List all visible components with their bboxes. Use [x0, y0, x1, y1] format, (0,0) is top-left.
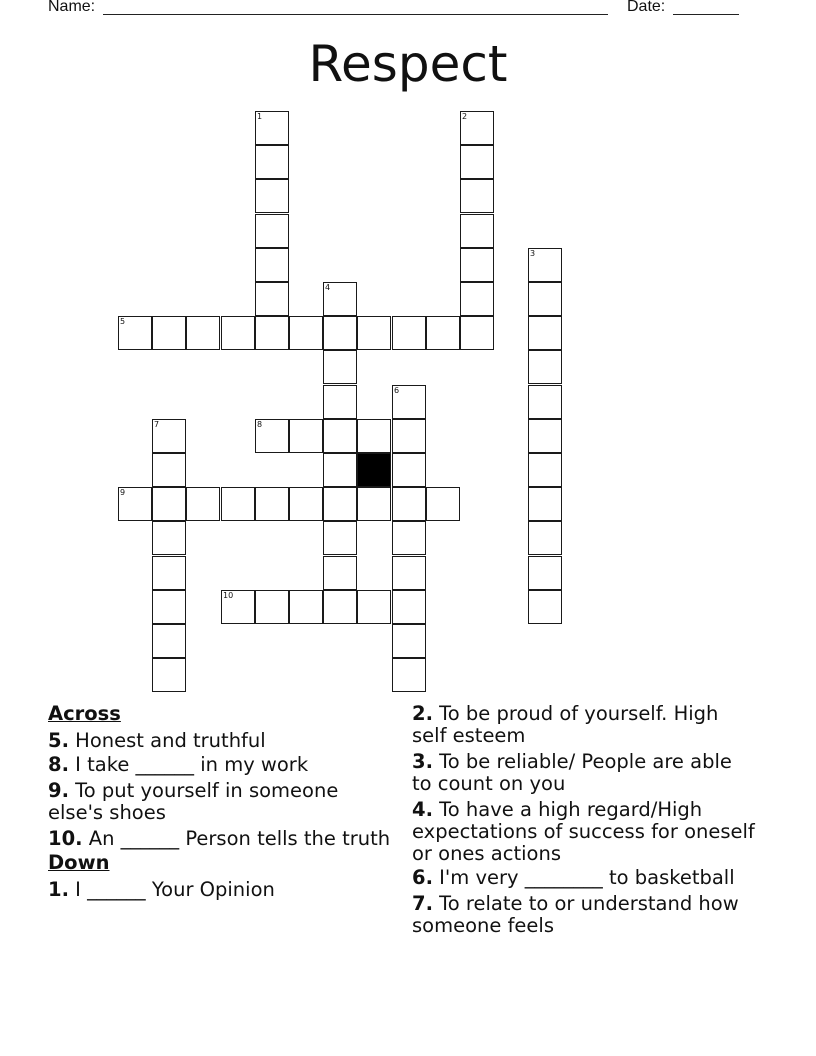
page-title: Respect [308, 35, 508, 93]
grid-cell[interactable] [357, 316, 391, 350]
clues-left-column [48, 703, 398, 903]
clue-across-9: 9. To put yourself in someone else's shoes [48, 779, 339, 824]
grid-cell[interactable] [323, 385, 357, 419]
grid-cell[interactable] [118, 487, 152, 521]
grid-cell[interactable] [255, 590, 289, 624]
grid-cell[interactable] [528, 453, 562, 487]
grid-cell[interactable] [152, 419, 186, 453]
clue-number: 7 [154, 420, 160, 429]
grid-cell[interactable] [460, 282, 494, 316]
grid-cell[interactable] [392, 385, 426, 419]
clue-number: 8 [257, 420, 263, 429]
grid-cell[interactable] [460, 111, 494, 145]
clue-number: 2 [462, 112, 468, 121]
grid-cell[interactable] [255, 282, 289, 316]
grid-cell[interactable] [323, 350, 357, 384]
grid-cell[interactable] [323, 487, 357, 521]
clue-number: 1 [257, 112, 263, 121]
clue-number: 6 [394, 386, 400, 395]
grid-cell[interactable] [323, 419, 357, 453]
grid-cell[interactable] [323, 282, 357, 316]
grid-cell[interactable] [460, 248, 494, 282]
across-heading: Across [48, 702, 121, 725]
grid-cell[interactable] [528, 385, 562, 419]
clue-across-5: 5. Honest and truthful [48, 729, 266, 752]
grid-cell[interactable] [392, 487, 426, 521]
grid-cell[interactable] [528, 419, 562, 453]
grid-cell[interactable] [289, 487, 323, 521]
grid-cell[interactable] [357, 487, 391, 521]
clue-down-3: 3. To be reliable/ People are able to count on you [412, 750, 732, 795]
grid-cell[interactable] [255, 487, 289, 521]
grid-cell[interactable] [528, 556, 562, 590]
clue-number: 10 [223, 591, 234, 600]
grid-cell[interactable] [528, 316, 562, 350]
clue-number: 5 [120, 317, 126, 326]
grid-cell[interactable] [426, 316, 460, 350]
grid-cell[interactable] [392, 624, 426, 658]
grid-cell[interactable] [392, 556, 426, 590]
grid-cell[interactable] [221, 316, 255, 350]
name-label: Name: [48, 0, 96, 15]
grid-cell[interactable] [152, 624, 186, 658]
grid-cell[interactable] [186, 316, 220, 350]
grid-cell[interactable] [152, 590, 186, 624]
grid-cell[interactable] [357, 419, 391, 453]
clue-across-10: 10. An ______ Person tells the truth [48, 827, 391, 850]
down-heading: Down [48, 851, 110, 874]
grid-cell[interactable] [152, 556, 186, 590]
grid-cell[interactable] [460, 179, 494, 213]
grid-cell[interactable] [426, 487, 460, 521]
grid-cell[interactable] [460, 316, 494, 350]
date-label: Date: [627, 0, 666, 15]
grid-cell[interactable] [392, 453, 426, 487]
grid-cell[interactable] [221, 487, 255, 521]
grid-cell[interactable] [392, 521, 426, 555]
grid-cell[interactable] [255, 419, 289, 453]
grid-cell[interactable] [528, 487, 562, 521]
grid-cell[interactable] [152, 453, 186, 487]
grid-cell[interactable] [255, 316, 289, 350]
grid-cell[interactable] [152, 658, 186, 692]
grid-cell[interactable] [392, 590, 426, 624]
grid-cell[interactable] [221, 590, 255, 624]
grid-cell[interactable] [357, 590, 391, 624]
black-cell [357, 453, 391, 487]
grid-cell[interactable] [152, 316, 186, 350]
grid-cell[interactable] [289, 590, 323, 624]
clue-down-2: 2. To be proud of yourself. High self esteem [412, 702, 719, 747]
grid-cell[interactable] [323, 316, 357, 350]
grid-cell[interactable] [528, 350, 562, 384]
grid-cell[interactable] [392, 316, 426, 350]
clue-number: 9 [120, 488, 126, 497]
grid-cell[interactable] [323, 453, 357, 487]
grid-cell[interactable] [323, 590, 357, 624]
clue-down-6: 6. I'm very ________ to basketball [412, 866, 735, 889]
grid-cell[interactable] [255, 145, 289, 179]
clue-down-1: 1. I ______ Your Opinion [48, 878, 275, 901]
grid-cell[interactable] [152, 521, 186, 555]
clue-number: 4 [325, 283, 331, 292]
clue-number: 3 [530, 249, 536, 258]
clues-right-column [412, 703, 757, 939]
grid-cell[interactable] [186, 487, 220, 521]
grid-cell[interactable] [255, 179, 289, 213]
clue-down-4: 4. To have a high regard/High expectations of success for oneself or ones actions [412, 798, 755, 865]
grid-cell[interactable] [528, 282, 562, 316]
grid-cell[interactable] [392, 658, 426, 692]
grid-cell[interactable] [528, 248, 562, 282]
grid-cell[interactable] [460, 145, 494, 179]
grid-cell[interactable] [528, 590, 562, 624]
clue-down-7: 7. To relate to or understand how someone feels [412, 892, 739, 937]
clue-across-8: 8. I take ______ in my work [48, 753, 309, 776]
grid-cell[interactable] [255, 214, 289, 248]
grid-cell[interactable] [392, 419, 426, 453]
grid-cell[interactable] [289, 316, 323, 350]
grid-cell[interactable] [323, 556, 357, 590]
grid-cell[interactable] [255, 248, 289, 282]
grid-cell[interactable] [255, 111, 289, 145]
grid-cell[interactable] [152, 487, 186, 521]
grid-cell[interactable] [323, 521, 357, 555]
grid-cell[interactable] [460, 214, 494, 248]
grid-cell[interactable] [528, 521, 562, 555]
grid-cell[interactable] [289, 419, 323, 453]
grid-cell[interactable] [118, 316, 152, 350]
